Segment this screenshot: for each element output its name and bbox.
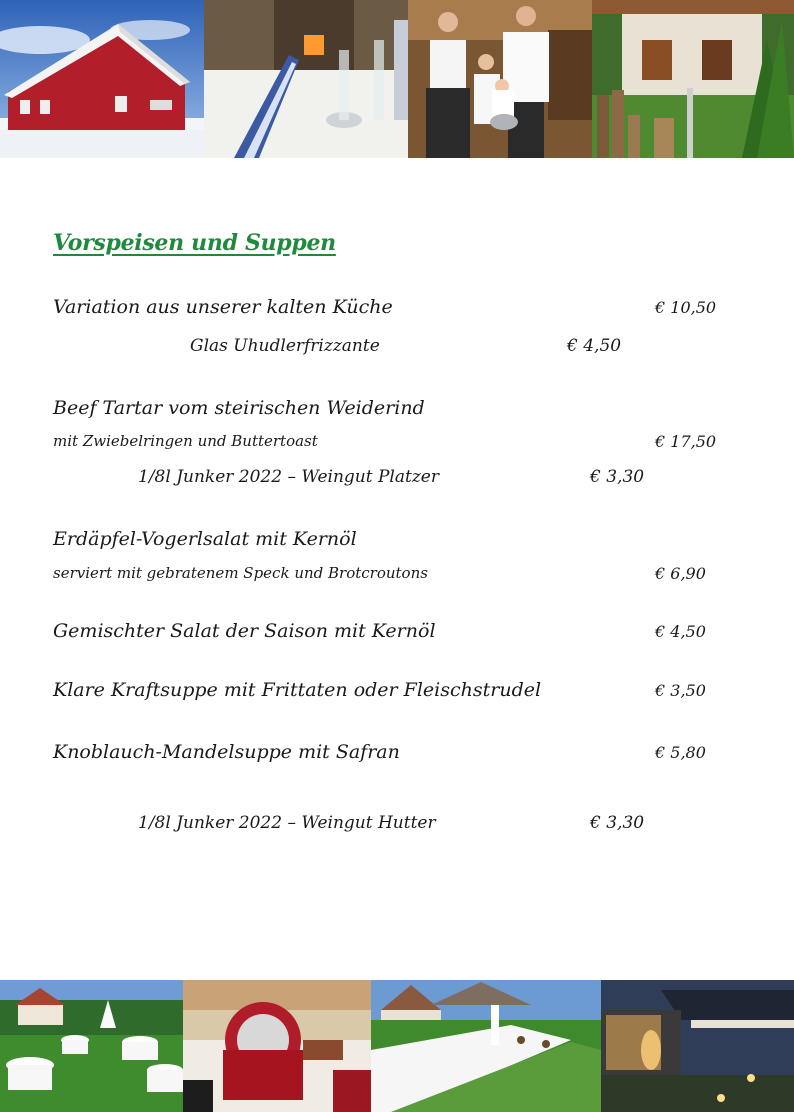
menu-item-price: € 17,50: [655, 432, 717, 451]
menu-item-name: Variation aus unserer kalten Küche: [53, 296, 393, 318]
menu-item-price: € 10,50: [655, 298, 717, 317]
menu-item-name: Erdäpfel-Vogerlsalat mit Kernöl: [53, 528, 357, 550]
menu-item-price: € 5,80: [655, 743, 706, 762]
section-title: Vorspeisen und Suppen: [53, 230, 336, 256]
night-terrace-photo: [601, 980, 794, 1112]
menu-item-description: mit Zwiebelringen und Buttertoast: [53, 432, 318, 450]
menu-item-price: € 6,90: [655, 564, 706, 583]
long-table-photo: [371, 980, 601, 1112]
menu-item-name: Gemischter Salat der Saison mit Kernöl: [53, 620, 436, 642]
family-photo: [408, 0, 592, 158]
menu-item-description: serviert mit gebratenem Speck und Brotcroutons: [53, 564, 428, 582]
wine-name: 1/8l Junker 2022 – Weingut Platzer: [138, 467, 439, 487]
table-setting-photo: [204, 0, 408, 158]
slicer-photo: [183, 980, 371, 1112]
wine-name: 1/8l Junker 2022 – Weingut Hutter: [138, 813, 436, 833]
menu-item-name: Klare Kraftsuppe mit Frittaten oder Fleischstrudel: [53, 679, 542, 701]
menu-item-price: € 4,50: [655, 622, 706, 641]
wine-name: Glas Uhudlerfrizzante: [190, 336, 380, 356]
wine-price: € 4,50: [567, 336, 622, 356]
menu-item-price: € 3,50: [655, 681, 706, 700]
wine-price: € 3,30: [590, 813, 645, 833]
garden-event-photo: [0, 980, 183, 1112]
wine-price: € 3,30: [590, 467, 645, 487]
menu-item-name: Knoblauch-Mandelsuppe mit Safran: [53, 741, 400, 763]
menu-item-name: Beef Tartar vom steirischen Weiderind: [53, 397, 425, 419]
red-farmhouse-photo: [0, 0, 204, 158]
garden-photo: [592, 0, 794, 158]
